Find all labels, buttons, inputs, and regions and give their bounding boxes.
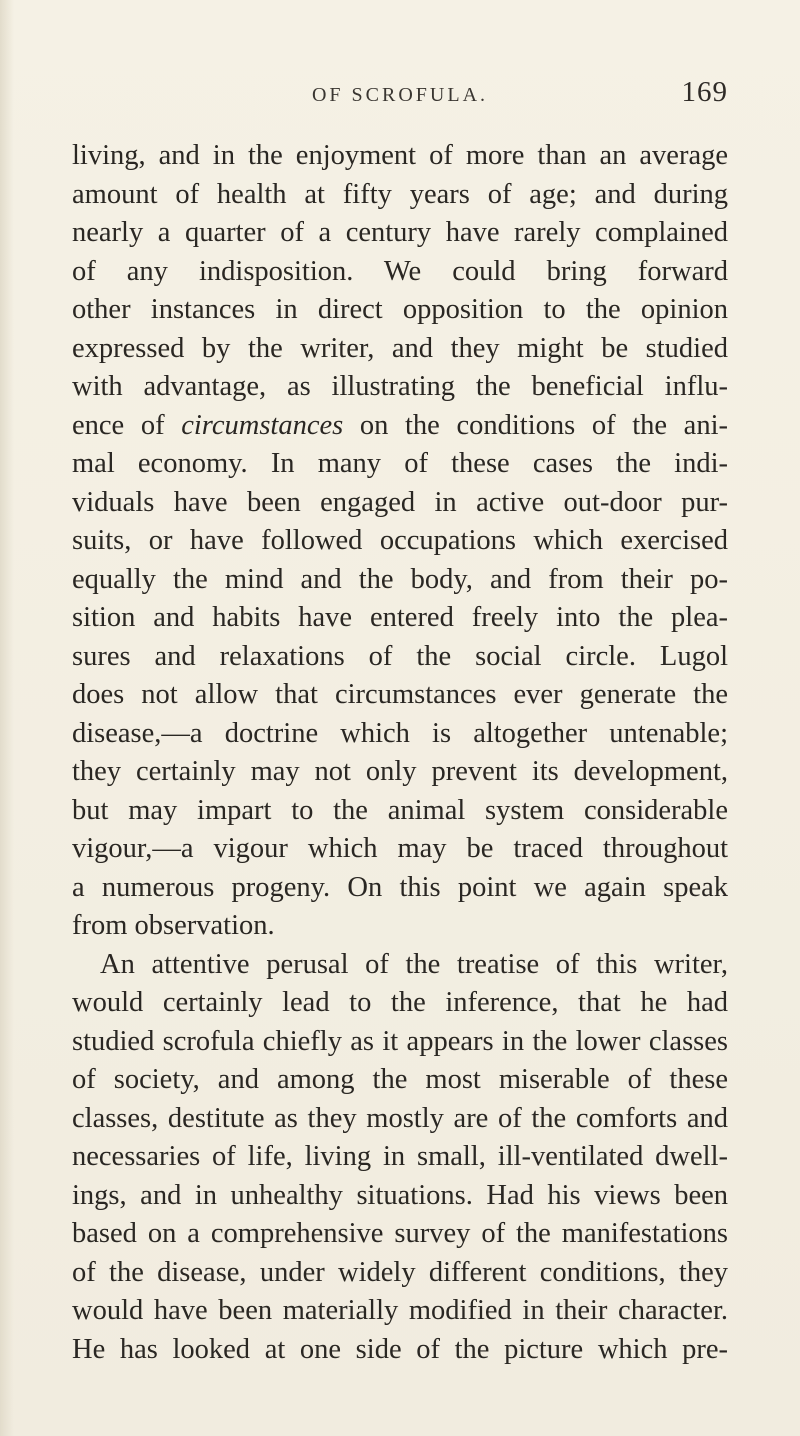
- body-text: [72, 137, 728, 1369]
- text-line: would certainly lead to the inference, that he had: [72, 987, 728, 1018]
- text-line: sures and relaxations of the social circle. Lugol: [72, 640, 728, 672]
- text-line: does not allow that circumstances ever generate the: [72, 679, 728, 710]
- running-title: OF SCROFULA.: [311, 84, 489, 106]
- text-line: of the disease, under widely different conditions, they: [72, 1256, 728, 1288]
- italic-term: circumstances: [181, 409, 344, 441]
- text-line: classes, destitute as they mostly are of the comforts and: [72, 1102, 728, 1134]
- running-head: [72, 74, 728, 114]
- text-line: living, and in the enjoyment of more than an average: [72, 140, 728, 171]
- text-line: viduals have been engaged in active out-door pur-: [72, 486, 728, 518]
- text-line: but may impart to the animal system considerable: [72, 794, 728, 826]
- text-line: vigour,—a vigour which may be traced throughout: [72, 833, 728, 864]
- text-line: they certainly may not only prevent its development,: [72, 756, 728, 787]
- text-line: other instances in direct opposition to the opinion: [72, 294, 728, 325]
- text-line: sition and habits have entered freely into the plea-: [72, 602, 728, 633]
- text-line: based on a comprehensive survey of the manifestations: [72, 1218, 728, 1249]
- text-line: expressed by the writer, and they might be studied: [72, 332, 728, 364]
- text-line: necessaries of life, living in small, ill-ventilated dwell-: [72, 1141, 728, 1172]
- text-line: [72, 407, 728, 446]
- text-line: equally the mind and the body, and from their po-: [72, 563, 728, 595]
- text-line: An attentive perusal of the treatise of this writer,: [100, 948, 728, 980]
- text-line: with advantage, as illustrating the beneficial influ-: [72, 371, 728, 402]
- text-line: a numerous progeny. On this point we again speak: [72, 871, 728, 903]
- text-line: studied scrofula chiefly as it appears in the lower classes: [72, 1025, 728, 1057]
- text-line: would have been materially modified in their character.: [72, 1295, 728, 1326]
- text-line: suits, or have followed occupations which exercised: [72, 525, 728, 556]
- text-line: nearly a quarter of a century have rarely complained: [72, 217, 728, 248]
- text-segment: ence of: [72, 409, 182, 441]
- text-line: amount of health at fifty years of age; and during: [72, 178, 728, 210]
- text-line: from observation.: [72, 910, 275, 941]
- text-segment: on the conditions of the ani-: [343, 409, 728, 441]
- text-line: disease,—a doctrine which is altogether untenable;: [72, 717, 728, 749]
- text-line: of society, and among the most miserable of these: [72, 1064, 728, 1095]
- text-line: of any indisposition. We could bring forward: [72, 255, 728, 287]
- text-line: ings, and in unhealthy situations. Had his views been: [72, 1179, 728, 1211]
- text-line: He has looked at one side of the picture which pre-: [72, 1333, 728, 1365]
- text-line: mal economy. In many of these cases the indi-: [72, 448, 728, 479]
- page-number: 169: [681, 76, 728, 108]
